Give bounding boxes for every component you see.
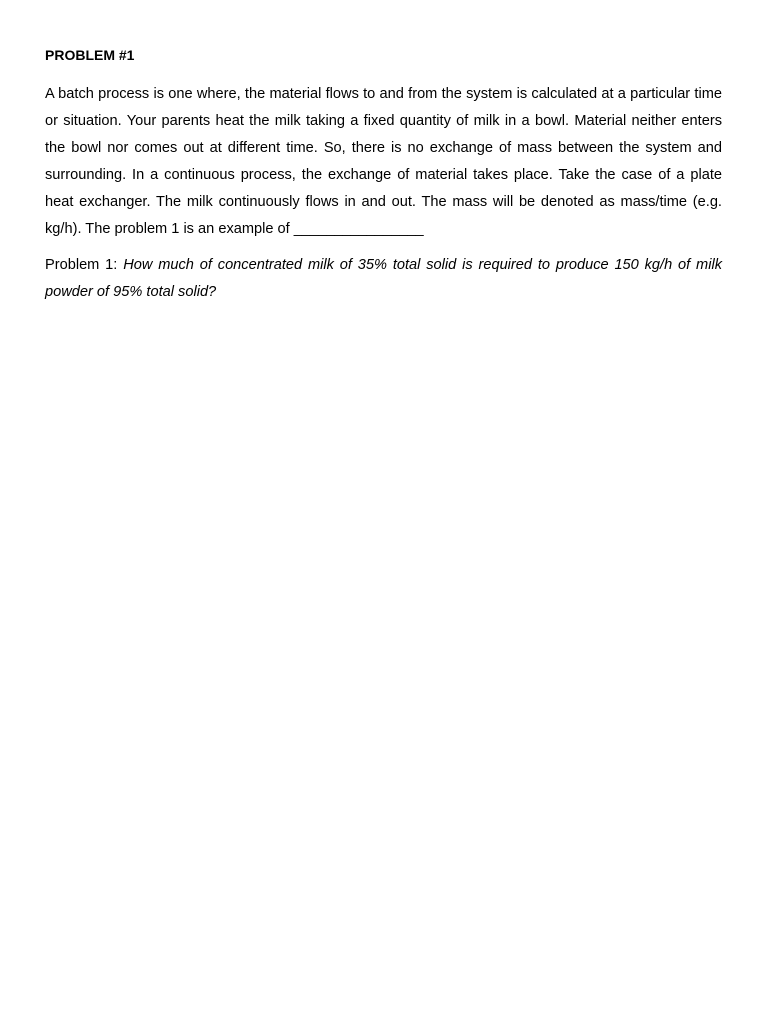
problem-paragraph bbox=[45, 252, 722, 306]
problem-label: Problem 1: bbox=[45, 257, 124, 274]
problem-question: How much of concentrated milk of 35% total solid is required to produce 150 kg/h of milk powder of 95% total solid? bbox=[45, 257, 722, 301]
intro-text: A batch process is one where, the material flows to and from the system is calculated at a particular time or situation. Your parents heat the milk taking a fixed quantity of milk in a bowl. Material neither enters the bowl nor comes out at different time. So, there is no exchange of mass between the system and surrounding. In a continuous process, the exchange of material takes place. Take the case of a plate heat exchanger. The milk continuously flows in and out. The mass will be denoted as mass/time (e.g. kg/h). The problem 1 is an example of ________________ bbox=[45, 86, 722, 237]
document-page bbox=[45, 45, 722, 316]
intro-paragraph bbox=[45, 81, 722, 242]
problem-heading: PROBLEM #1 bbox=[45, 47, 135, 63]
